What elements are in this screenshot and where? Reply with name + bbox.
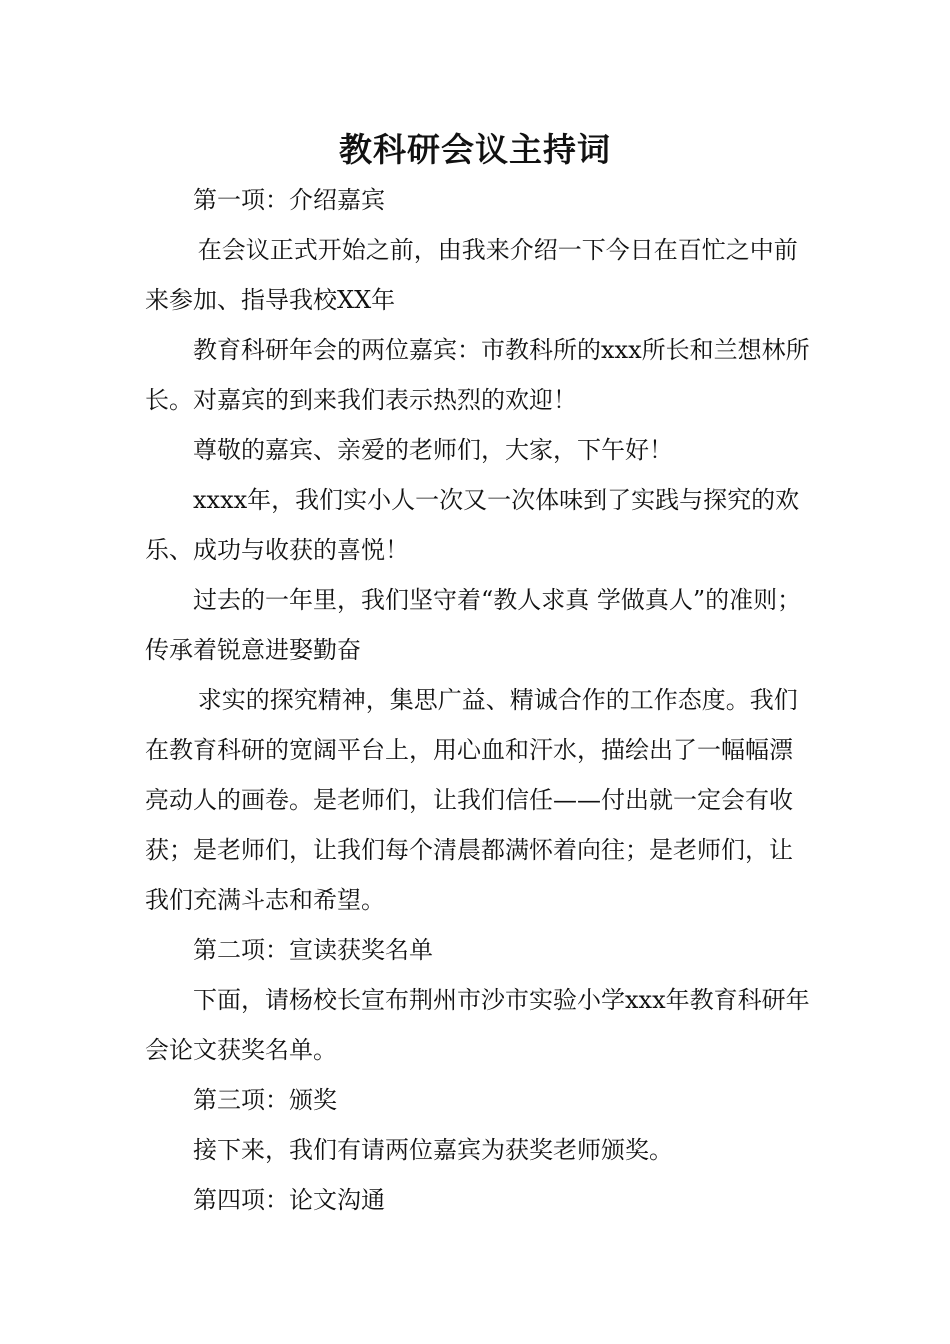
paragraph: 下面，请杨校长宣布荆州市沙市实验小学xxx年教育科研年会论文获奖名单。 [145, 986, 810, 1064]
document-title: 教科研会议主持词 [339, 130, 611, 169]
paragraph: xxxx年，我们实小人一次又一次体味到了实践与探究的欢乐、成功与收获的喜悦！ [145, 486, 800, 564]
paragraph: 尊敬的嘉宾、亲爱的老师们，大家，下午好！ [193, 436, 673, 464]
section-heading-1: 第一项：介绍嘉宾 [193, 186, 385, 214]
paragraph: 过去的一年里，我们坚守着“教人求真 学做真人”的准则；传承着锐意进娶勤奋 [145, 586, 802, 664]
paragraph: 在会议正式开始之前，由我来介绍一下今日在百忙之中前来参加、指导我校XX年 [145, 236, 798, 314]
document-body [145, 175, 810, 1225]
section-heading-2: 第二项：宣读获奖名单 [193, 936, 433, 964]
paragraph: 接下来，我们有请两位嘉宾为获奖老师颁奖。 [193, 1136, 673, 1164]
paragraph: 教育科研年会的两位嘉宾：市教科所的xxx所长和兰想林所长。对嘉宾的到来我们表示热烈的欢迎！ [145, 336, 810, 414]
section-heading-3: 第三项：颁奖 [193, 1086, 337, 1114]
section-heading-4: 第四项：论文沟通 [193, 1186, 385, 1214]
paragraph: 求实的探究精神，集思广益、精诚合作的工作态度。我们在教育科研的宽阔平台上，用心血和汗水，描绘出了一幅幅漂亮动人的画卷。是老师们，让我们信任——付出就一定会有收获；是老师们，让我们每个清晨都满怀着向往；是老师们，让我们充满斗志和希望。 [145, 686, 798, 914]
